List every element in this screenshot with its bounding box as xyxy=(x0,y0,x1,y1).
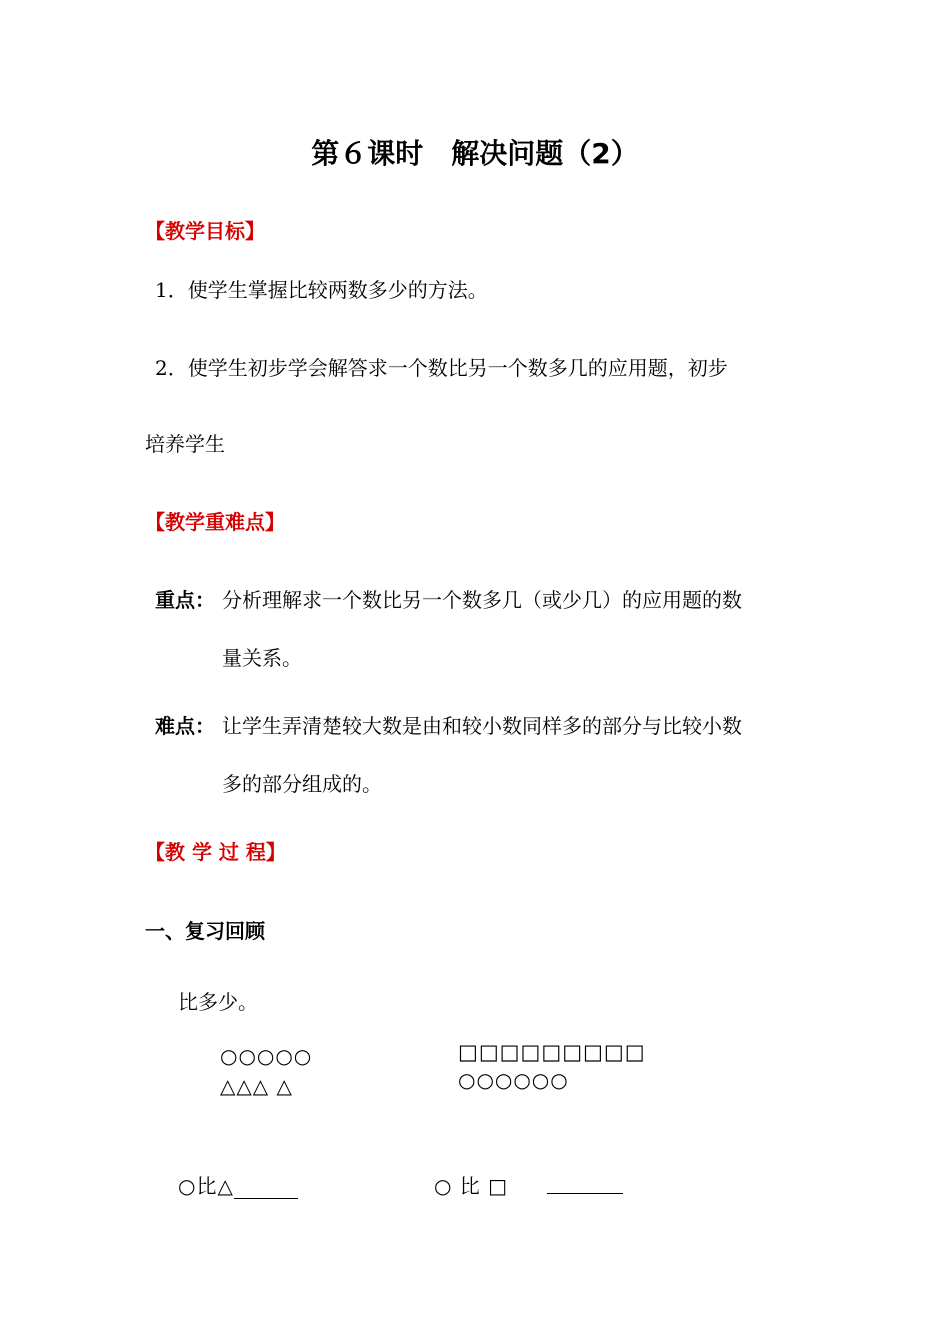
key-difficult-heading: 【教学重难点】 xyxy=(145,510,285,534)
right-exercise-answer xyxy=(547,1171,623,1194)
goal-item-1: 1．使学生掌握比较两数多少的方法。 xyxy=(155,278,488,302)
left-circles-row: ○○○○○ xyxy=(220,1044,313,1068)
teaching-goals-heading: 【教学目标】 xyxy=(145,219,265,243)
right-squares-row: □□□□□□□□□ xyxy=(458,1040,646,1064)
right-answer-blank[interactable] xyxy=(547,1171,623,1194)
left-exercise-prompt: ○比△ xyxy=(178,1174,234,1198)
difficult-point-text-line2: 多的部分组成的。 xyxy=(222,772,382,796)
right-circles-row: ○○○○○○ xyxy=(458,1068,569,1092)
key-point-text-line1: 分析理解求一个数比另一个数多几（或少几）的应用题的数 xyxy=(222,588,742,612)
left-triangles-row: △△△ △ xyxy=(220,1074,293,1098)
difficult-point-label: 难点： xyxy=(155,714,215,738)
left-exercise xyxy=(178,1170,298,1199)
key-point-text-line2: 量关系。 xyxy=(222,646,302,670)
page-title: 第６课时 解决问题（2） xyxy=(311,137,639,170)
key-point-label: 重点： xyxy=(155,588,215,612)
right-exercise xyxy=(434,1170,508,1199)
difficult-point-text-line1: 让学生弄清楚较大数是由和较小数同样多的部分与比较小数 xyxy=(222,714,742,738)
left-answer-blank[interactable] xyxy=(234,1176,298,1199)
right-exercise-prompt: ○ 比 □ xyxy=(434,1174,509,1198)
compare-intro: 比多少。 xyxy=(178,990,258,1014)
review-heading: 一、复习回顾 xyxy=(145,919,265,943)
goal-item-2-line2: 培养学生 xyxy=(145,432,225,456)
goal-item-2-line1: 2．使学生初步学会解答求一个数比另一个数多几的应用题，初步 xyxy=(155,356,728,380)
teaching-process-heading: 【教 学 过 程】 xyxy=(145,840,286,864)
